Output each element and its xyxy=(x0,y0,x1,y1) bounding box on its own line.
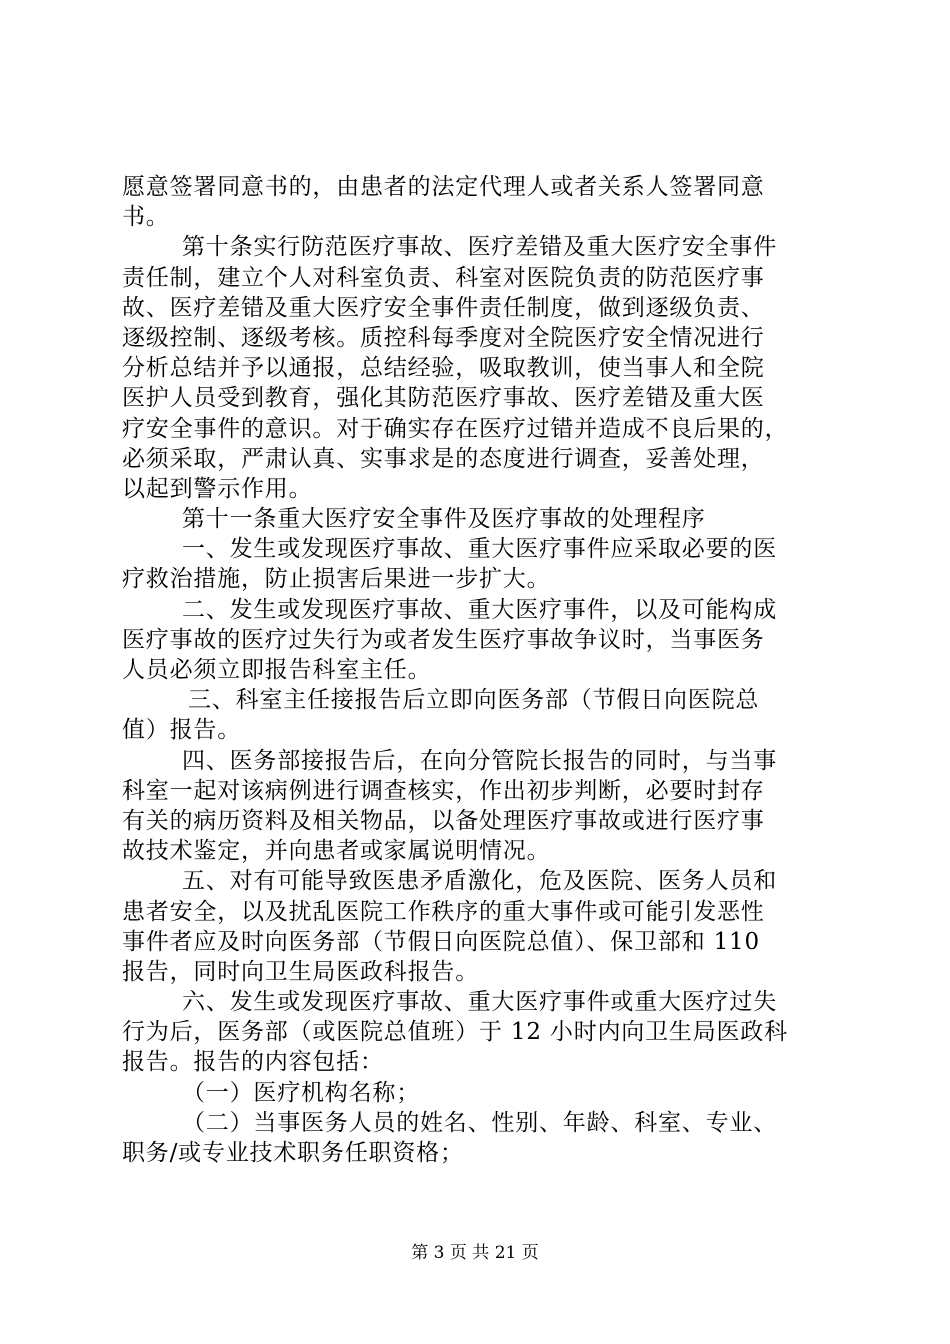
text-line: 一、发生或发现医疗事故、重大医疗事件应采取必要的医 xyxy=(182,536,777,563)
text-line: 愿意签署同意书的，由患者的法定代理人或者关系人签署同意 xyxy=(122,174,765,200)
document-body xyxy=(122,172,834,1168)
text-line: （二）当事医务人员的姓名、性别、年龄、科室、专业、 xyxy=(182,1109,777,1136)
text-line: 必须采取，严肃认真、实事求是的态度进行调查，妥善处理， xyxy=(122,445,765,472)
text-line: 六、发生或发现医疗事故、重大医疗事件或重大医疗过失 xyxy=(182,989,777,1016)
text-line: 以起到警示作用。 xyxy=(122,475,313,502)
text-line: 值）报告。 xyxy=(122,717,241,744)
text-line: 报告，同时向卫生局医政科报告。 xyxy=(122,958,479,985)
text-line: 行为后，医务部（或医院总值班）于 12 小时内向卫生局医政科 xyxy=(122,1019,788,1046)
text-line: 逐级控制、逐级考核。质控科每季度对全院医疗安全情况进行 xyxy=(122,324,765,351)
text-line: 疗救治措施，防止损害后果进一步扩大。 xyxy=(122,566,551,593)
text-line: 有关的病历资料及相关物品，以备处理医疗事故或进行医疗事 xyxy=(122,807,765,834)
text-line: 职务/或专业技术职务任职资格； xyxy=(122,1140,464,1166)
text-line: 故、医疗差错及重大医疗安全事件责任制度，做到逐级负责、 xyxy=(122,294,765,321)
text-line: 人员必须立即报告科室主任。 xyxy=(122,657,432,683)
text-line: 责任制，建立个人对科室负责、科室对医院负责的防范医疗事 xyxy=(122,264,765,291)
text-line: 患者安全，以及扰乱医院工作秩序的重大事件或可能引发恶性 xyxy=(122,898,765,925)
text-line: 事件者应及时向医务部（节假日向医院总值）、保卫部和 110 xyxy=(122,928,760,955)
text-line: 疗安全事件的意识。对于确实存在医疗过错并造成不良后果的， xyxy=(122,415,789,442)
text-line: 第十条实行防范医疗事故、医疗差错及重大医疗安全事件 xyxy=(182,234,777,261)
text-line: 分析总结并予以通报，总结经验，吸取教训，使当事人和全院 xyxy=(122,355,765,382)
text-line: 医护人员受到教育，强化其防范医疗事故、医疗差错及重大医 xyxy=(122,385,765,412)
page-footer: 第 3 页 共 21 页 xyxy=(411,1243,539,1263)
text-line: 报告。报告的内容包括： xyxy=(122,1049,384,1076)
text-line: 科室一起对该病例进行调查核实，作出初步判断，必要时封存 xyxy=(122,777,765,804)
text-line: 第十一条重大医疗安全事件及医疗事故的处理程序 xyxy=(182,506,706,533)
text-line: 书。 xyxy=(122,204,170,231)
text-line: 五、对有可能导致医患矛盾激化，危及医院、医务人员和 xyxy=(182,868,777,895)
text-line: 四、医务部接报告后，在向分管院长报告的同时，与当事 xyxy=(182,747,777,774)
text-line: 故技术鉴定，并向患者或家属说明情况。 xyxy=(122,838,551,865)
text-line: 二、发生或发现医疗事故、重大医疗事件，以及可能构成 xyxy=(182,596,777,623)
text-line: 三、科室主任接报告后立即向医务部（节假日向医院总 xyxy=(188,687,760,714)
text-line: （一）医疗机构名称； xyxy=(182,1079,420,1106)
text-line: 医疗事故的医疗过失行为或者发生医疗事故争议时，当事医务 xyxy=(122,626,765,653)
